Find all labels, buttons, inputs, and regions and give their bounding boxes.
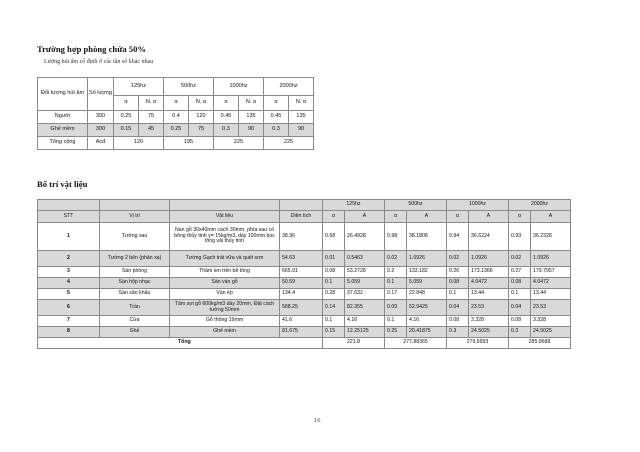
cell: 0.1 bbox=[323, 316, 345, 327]
row-position: Tường sau bbox=[100, 223, 170, 251]
cell: 5.059 bbox=[407, 278, 447, 289]
cell: 36.2328 bbox=[531, 223, 571, 251]
sub-alpha: α bbox=[214, 96, 239, 111]
cell: 1.0926 bbox=[531, 251, 571, 267]
row-material: Thảm len trên bê tông bbox=[170, 267, 280, 278]
row-stt: 6 bbox=[38, 300, 100, 316]
header-position: Vị trí bbox=[100, 211, 170, 223]
cell: 45 bbox=[139, 124, 164, 137]
row-area: 665.91 bbox=[280, 267, 323, 278]
cell: 135 bbox=[239, 111, 264, 124]
row-material: Sàn ván gỗ bbox=[170, 278, 280, 289]
table-row bbox=[38, 124, 314, 137]
cell: 0.3 bbox=[264, 124, 289, 137]
cell: 90 bbox=[289, 124, 314, 137]
absorption-note: Lượng hút âm cổ định ở các tần số khác nhau bbox=[44, 59, 154, 65]
cell: 4.0472 bbox=[531, 278, 571, 289]
cell: 0.09 bbox=[385, 300, 407, 316]
cell: 0.4 bbox=[164, 111, 189, 124]
cell: 135 bbox=[289, 111, 314, 124]
row-material: Ván ép bbox=[170, 289, 280, 300]
cell: 5.059 bbox=[345, 278, 385, 289]
cell: 24.5025 bbox=[531, 327, 571, 338]
cell: 0.25 bbox=[164, 124, 189, 137]
header-freq-125: 125hz bbox=[114, 78, 164, 96]
table-row bbox=[38, 289, 571, 300]
cell: 90 bbox=[239, 124, 264, 137]
header-stt: STT bbox=[38, 211, 100, 223]
header-freq-2000: 2000hz bbox=[264, 78, 314, 96]
cell: 0.3 bbox=[447, 327, 469, 338]
row-material: Ghế mềm bbox=[170, 327, 280, 338]
cell: 13.44 bbox=[469, 289, 509, 300]
cell: 82.355 bbox=[345, 300, 385, 316]
cell: 4.16 bbox=[407, 316, 447, 327]
row-area: 38.96 bbox=[280, 223, 323, 251]
row-stt: 3 bbox=[38, 267, 100, 278]
cell: 1.0926 bbox=[407, 251, 447, 267]
row-stt: 7 bbox=[38, 316, 100, 327]
section-heading-materials: Bố trí vật liệu bbox=[37, 179, 88, 189]
cell: 3.328 bbox=[531, 316, 571, 327]
row-material: Tường Gạch trát vữa và quét sơn bbox=[170, 251, 280, 267]
header-quantity: Số lượng bbox=[88, 78, 114, 111]
cell: 0.3 bbox=[214, 124, 239, 137]
cell: 23.53 bbox=[531, 300, 571, 316]
cell: 0.15 bbox=[323, 327, 345, 338]
cell: 0.1 bbox=[385, 316, 407, 327]
row-position: Ghế bbox=[100, 327, 170, 338]
cell: 3.328 bbox=[469, 316, 509, 327]
sub-alpha: α bbox=[447, 211, 469, 223]
header-area: Diện tích bbox=[280, 211, 323, 223]
sub-n-alpha: N. α bbox=[189, 96, 214, 111]
cell: 179.7957 bbox=[531, 267, 571, 278]
cell: 0.02 bbox=[385, 251, 407, 267]
cell: 0.28 bbox=[323, 289, 345, 300]
cell: 26.4928 bbox=[345, 223, 385, 251]
row-area: 588.25 bbox=[280, 300, 323, 316]
cell: 0.5463 bbox=[345, 251, 385, 267]
cell: 4.16 bbox=[345, 316, 385, 327]
table-row bbox=[38, 111, 314, 124]
sub-alpha: α bbox=[264, 96, 289, 111]
table-row bbox=[38, 278, 571, 289]
sub-n-alpha: N. α bbox=[239, 96, 264, 111]
cell: 0.27 bbox=[509, 267, 531, 278]
sub-A: A bbox=[469, 211, 509, 223]
cell: 75 bbox=[139, 111, 164, 124]
total-cell: 225 bbox=[214, 137, 264, 150]
sub-alpha: α bbox=[164, 96, 189, 111]
cell: 0.2 bbox=[385, 267, 407, 278]
header-freq-500: 500hz bbox=[385, 200, 447, 211]
sub-alpha: α bbox=[323, 211, 345, 223]
header-freq-2000: 2000hz bbox=[509, 200, 571, 211]
row-name: Ghế mềm bbox=[38, 124, 88, 137]
header-freq-1000: 1000hz bbox=[447, 200, 509, 211]
row-qty: 300 bbox=[88, 124, 114, 137]
table-row bbox=[38, 223, 571, 251]
cell: 0.94 bbox=[447, 223, 469, 251]
row-stt: 4 bbox=[38, 278, 100, 289]
cell: 0.02 bbox=[447, 251, 469, 267]
row-area: 41.6 bbox=[280, 316, 323, 327]
row-qty: 300 bbox=[88, 111, 114, 124]
cell: 0.08 bbox=[509, 316, 531, 327]
sub-A: A bbox=[407, 211, 447, 223]
page-number: 16 bbox=[314, 417, 321, 424]
total-qty: Acđ bbox=[88, 137, 114, 150]
cell: 0.15 bbox=[114, 124, 139, 137]
row-position: Cửa bbox=[100, 316, 170, 327]
row-stt: 5 bbox=[38, 289, 100, 300]
total-row bbox=[38, 338, 571, 349]
sub-alpha: α bbox=[385, 211, 407, 223]
row-position: Trần bbox=[100, 300, 170, 316]
cell: 4.0472 bbox=[469, 278, 509, 289]
cell: 0.08 bbox=[447, 278, 469, 289]
cell: 0.45 bbox=[264, 111, 289, 124]
total-cell: 277.88365 bbox=[385, 338, 447, 349]
row-name: Người bbox=[38, 111, 88, 124]
row-position: Sàn phòng bbox=[100, 267, 170, 278]
total-cell: 279.6993 bbox=[447, 338, 509, 349]
section-heading-room-50: Trường hợp phòng chứa 50% bbox=[37, 44, 146, 54]
cell: 22.848 bbox=[407, 289, 447, 300]
cell: 173.1366 bbox=[469, 267, 509, 278]
total-row bbox=[38, 137, 314, 150]
cell: 0.08 bbox=[447, 316, 469, 327]
cell: 0.08 bbox=[509, 278, 531, 289]
total-cell: 225 bbox=[264, 137, 314, 150]
row-position: Sàn sân khấu bbox=[100, 289, 170, 300]
sub-alpha: α bbox=[114, 96, 139, 111]
row-material: Gỗ thông 19mm bbox=[170, 316, 280, 327]
row-position: Sàn hộp nhạc bbox=[100, 278, 170, 289]
cell: 0.14 bbox=[323, 300, 345, 316]
total-label: Tổng cộng bbox=[38, 137, 88, 150]
cell: 0.01 bbox=[323, 251, 345, 267]
sub-n-alpha: N. α bbox=[139, 96, 164, 111]
cell: 0.1 bbox=[447, 289, 469, 300]
absorption-table bbox=[37, 77, 314, 150]
total-cell: 221.8 bbox=[323, 338, 385, 349]
row-material: Nan gỗ 30x40mm cách 30mm, phía sau có bông thủy tinh γ= 15kg/m3, dày 100mm bọc tông vải thủy tinh bbox=[170, 223, 280, 251]
cell: 23.53 bbox=[469, 300, 509, 316]
cell: 36.6224 bbox=[469, 223, 509, 251]
row-area: 81.675 bbox=[280, 327, 323, 338]
cell: 0.04 bbox=[447, 300, 469, 316]
cell: 38.1808 bbox=[407, 223, 447, 251]
cell: 1.0926 bbox=[469, 251, 509, 267]
cell: 0.17 bbox=[385, 289, 407, 300]
cell: 0.3 bbox=[509, 327, 531, 338]
cell: 13.44 bbox=[531, 289, 571, 300]
header-material: Vật liệu bbox=[170, 211, 280, 223]
header-object: Đối tượng hút âm bbox=[38, 78, 88, 111]
total-cell: 120 bbox=[114, 137, 164, 150]
cell: 0.04 bbox=[509, 300, 531, 316]
cell: 133.182 bbox=[407, 267, 447, 278]
materials-table bbox=[37, 199, 571, 349]
table-row bbox=[38, 300, 571, 316]
sub-A: A bbox=[531, 211, 571, 223]
cell: 0.1 bbox=[385, 278, 407, 289]
row-area: 50.59 bbox=[280, 278, 323, 289]
cell: 53.2728 bbox=[345, 267, 385, 278]
cell: 0.26 bbox=[447, 267, 469, 278]
row-area: 54.63 bbox=[280, 251, 323, 267]
table-row bbox=[38, 316, 571, 327]
row-stt: 8 bbox=[38, 327, 100, 338]
sub-A: A bbox=[345, 211, 385, 223]
cell: 0.1 bbox=[509, 289, 531, 300]
cell: 0.45 bbox=[214, 111, 239, 124]
total-cell: 285.9688 bbox=[509, 338, 571, 349]
cell: 0.02 bbox=[509, 251, 531, 267]
sub-n-alpha: N. α bbox=[289, 96, 314, 111]
cell: 0.93 bbox=[509, 223, 531, 251]
total-cell: 195 bbox=[164, 137, 214, 150]
cell: 20.41875 bbox=[407, 327, 447, 338]
cell: 75 bbox=[189, 124, 214, 137]
cell: 52.9425 bbox=[407, 300, 447, 316]
cell: 0.25 bbox=[114, 111, 139, 124]
row-material: Tấm sợi gỗ 600kg/m3 dày 20mm, Đặt cách tường 50mm bbox=[170, 300, 280, 316]
sub-alpha: α bbox=[509, 211, 531, 223]
row-stt: 1 bbox=[38, 223, 100, 251]
table-row bbox=[38, 327, 571, 338]
table-row bbox=[38, 251, 571, 267]
cell: 0.08 bbox=[323, 267, 345, 278]
cell: 0.68 bbox=[323, 223, 345, 251]
cell: 12.25125 bbox=[345, 327, 385, 338]
header-freq-1000: 1000hz bbox=[214, 78, 264, 96]
cell: 0.1 bbox=[323, 278, 345, 289]
cell: 120 bbox=[189, 111, 214, 124]
cell: 0.98 bbox=[385, 223, 407, 251]
row-position: Tường 2 bên (phản xạ) bbox=[100, 251, 170, 267]
header-freq-500: 500hz bbox=[164, 78, 214, 96]
total-label: Tổng bbox=[38, 338, 323, 349]
cell: 0.25 bbox=[385, 327, 407, 338]
row-stt: 2 bbox=[38, 251, 100, 267]
row-area: 134.4 bbox=[280, 289, 323, 300]
table-row bbox=[38, 267, 571, 278]
cell: 24.5025 bbox=[469, 327, 509, 338]
header-freq-125: 125hz bbox=[323, 200, 385, 211]
cell: 37.632 bbox=[345, 289, 385, 300]
